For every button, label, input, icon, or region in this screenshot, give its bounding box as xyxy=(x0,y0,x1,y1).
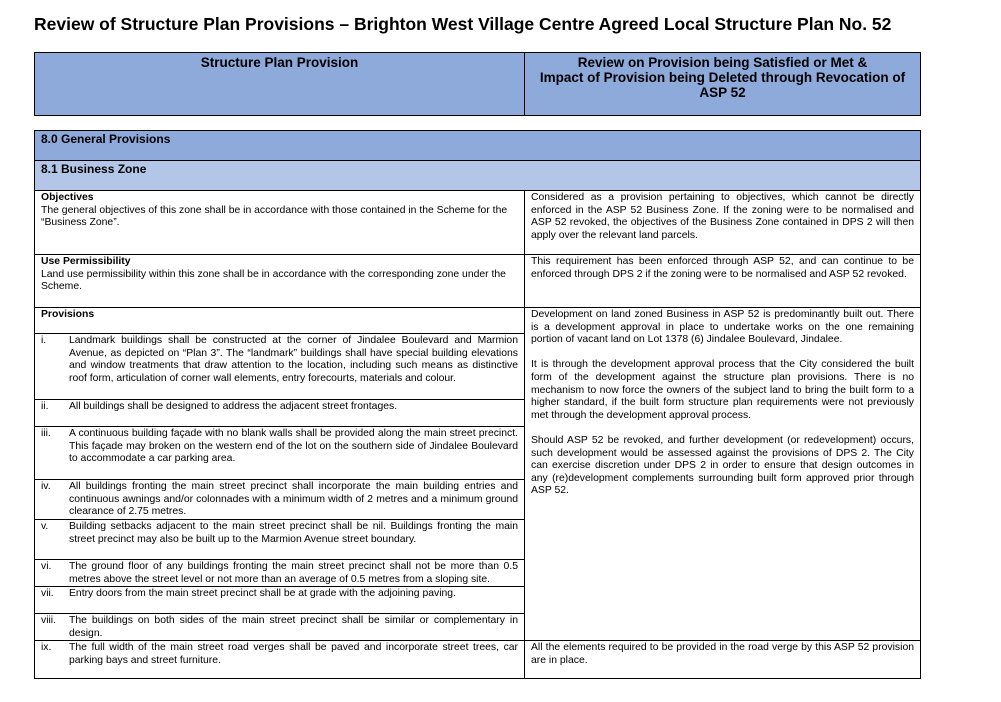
provision-item xyxy=(41,642,518,667)
provision-item xyxy=(41,615,518,640)
provision-text: Landmark buildings shall be constructed at the corner of Jindalee Boulevard and Marmion Avenue, as depicted on “Plan 3”. The “landmark” buildings shall have special building elevations and window treatments that draw attention to the location, including such means as distinctive roof form, articulation of corner wall elements, entry forecourts, materials and colour. xyxy=(69,335,518,384)
objectives-text: The general objectives of this zone shall be in accordance with those contained in the Scheme for the “Business Zone”. xyxy=(41,204,508,229)
provision-item xyxy=(41,521,518,546)
header-provision-column xyxy=(35,53,525,116)
provisions-review-p2: It is through the development approval process that the City considered the built form of the development against the structure plan provisions. There is no mechanism to now force the owners of the subject land to bring the built form to a higher standard, if the built form structure plan requirements were not previously met through the development approval process. xyxy=(531,359,914,421)
use-heading: Use Permissibility xyxy=(41,256,131,267)
provisions-heading: Provisions xyxy=(35,308,525,334)
provision-number: ix. xyxy=(41,642,52,654)
header-col2-line3: ASP 52 xyxy=(699,85,746,100)
header-review-column xyxy=(525,53,921,116)
objectives-heading: Objectives xyxy=(41,192,94,203)
section-heading-business: 8.1 Business Zone xyxy=(35,161,921,191)
use-provision-cell xyxy=(35,255,525,308)
provision-text: A continuous building façade with no blank walls shall be provided along the main street precinct. This façade may broken on the western end of the lot on the southern side of Jindalee Boulevard to accommodate a car parking area. xyxy=(69,428,518,465)
objectives-review-cell: Considered as a provision pertaining to objectives, which cannot be directly enforced in the ASP 52 Business Zone. If the zoning were to be normalised and ASP 52 revoked, the objectives of the Business Zone contained in DPS 2 will then apply over the relevant land parcels. xyxy=(525,191,921,255)
provision-number: v. xyxy=(41,521,49,532)
use-permissibility-row xyxy=(35,255,921,308)
objectives-provision-cell xyxy=(35,191,525,255)
section-row-general xyxy=(35,131,921,161)
header-table xyxy=(34,52,921,116)
provision-text: Building setbacks adjacent to the main street precinct shall be nil. Buildings fronting the main street precinct may also be built up to the Marmion Avenue street boundary. xyxy=(69,521,518,545)
provision-row-ix xyxy=(35,641,921,679)
use-review-cell: This requirement has been enforced through ASP 52, and can continue to be enforced through DPS 2 if the zoning were to be normalised and ASP 52 revoked. xyxy=(525,255,921,308)
provision-text: The buildings on both sides of the main street precinct shall be similar or complementary in design. xyxy=(69,615,518,639)
header-col2-line2: Impact of Provision being Deleted through Revocation of xyxy=(539,70,906,85)
provision-number: ii. xyxy=(41,401,49,412)
provisions-review-p1: Development on land zoned Business in ASP 52 is predominantly built out. There is a development approval in place to undertake works on the one remaining portion of vacant land on Lot 1378 (6) Jindalee Boulevard, Jindalee. xyxy=(531,309,914,346)
provision-number: i. xyxy=(41,335,47,346)
provisions-table xyxy=(34,130,921,679)
provision-number: viii. xyxy=(41,615,57,627)
provision-text: All buildings fronting the main street precinct shall incorporate the main building entries and continuous awnings and/or colonnades with a minimum width of 2 metres and a minimum ground clearance of 2.75 metres. xyxy=(69,481,518,518)
header-col1-label: Structure Plan Provision xyxy=(200,55,359,70)
provision-number: iv. xyxy=(41,481,51,492)
provision-item xyxy=(41,588,518,601)
section-heading-general: 8.0 General Provisions xyxy=(35,131,921,161)
provision-ix-review-cell: All the elements required to be provided in the road verge by this ASP 52 provision are in place. xyxy=(525,641,921,679)
provision-number: vi. xyxy=(41,561,52,572)
provision-text: The full width of the main street road verges shall be paved and incorporate street trees, car parking bays and street furniture. xyxy=(69,642,518,666)
provisions-review-p3: Should ASP 52 be revoked, and further development (or redevelopment) occurs, such development would be assessed against the provisions of DPS 2. The City can exercise discretion under DPS 2 in order to ensure that design outcomes in any (re)development complements surrounding built form approved prior through ASP 52. xyxy=(531,434,914,497)
section-row-business xyxy=(35,161,921,191)
header-col2-line1: Review on Provision being Satisfied or Met & xyxy=(577,55,868,70)
provision-item xyxy=(41,401,518,414)
provision-item xyxy=(41,428,518,466)
provision-item xyxy=(41,561,518,586)
provision-item xyxy=(41,335,518,385)
provision-number: vii. xyxy=(41,588,54,600)
use-text: Land use permissibility within this zone shall be in accordance with the corresponding zone under the Scheme. xyxy=(41,268,506,293)
provision-number: iii. xyxy=(41,428,51,439)
provisions-review-cell xyxy=(525,308,921,641)
provision-text: The ground floor of any buildings fronting the main street precinct shall not be more than 0.5 metres above the street level or not more than an average of 0.5 metres from a sloping site. xyxy=(69,561,518,585)
provision-text: Entry doors from the main street precinct shall be at grade with the adjoining paving. xyxy=(69,588,456,600)
page-title: Review of Structure Plan Provisions – Brighton West Village Centre Agreed Local Structure Plan No. 52 xyxy=(34,14,892,34)
objectives-row xyxy=(35,191,921,255)
provisions-heading-row xyxy=(35,308,921,334)
provision-text: All buildings shall be designed to address the adjacent street frontages. xyxy=(69,401,398,412)
provision-item xyxy=(41,481,518,519)
